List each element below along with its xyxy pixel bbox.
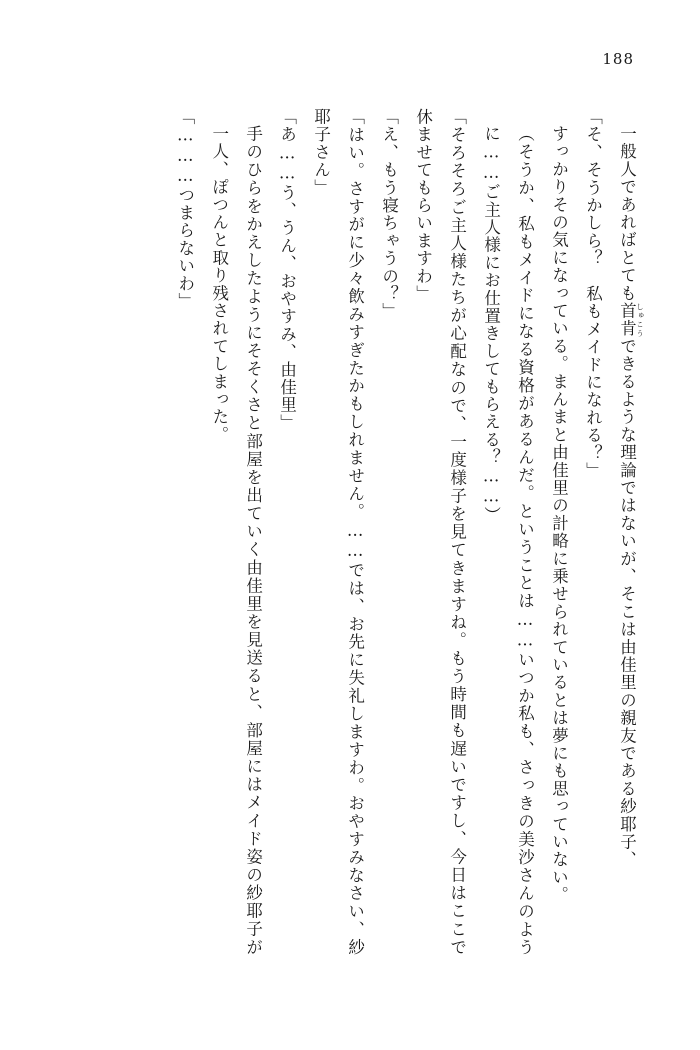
paragraph: すっかりその気になっている。まんまと由佳里の計略に乗せられているとは夢にも思っていない。 (549, 125, 569, 904)
paragraph: 一般人であればとても首肯 しゅこうできるような理論ではないが、そこは由佳里の親友である紗耶子、 (617, 125, 645, 869)
body-text (60, 108, 644, 956)
paragraph: 「え、もう寝ちゃうの？」 (379, 108, 399, 321)
paragraph: （そうか、私もメイドになる資格があるんだ。ということは……いつか私も、さっきの美沙さんのように……ご主人様にお仕置きしてもらえる？……） (481, 125, 535, 956)
paragraph: 「はい。さすがに少々飲みすぎたかもしれません。……では、お先に失礼しますわ。おやすみなさい、紗耶子さん」 (311, 108, 365, 956)
paragraph: 「そろそろご主人様たちが心配なので、一度様子を見てきますね。もう時間も遅いですし、今日はここで休ませてもらいますわ」 (413, 108, 467, 956)
ruby-shukou: 首肯 しゅこう (617, 302, 645, 338)
paragraph: 「そ、そうかしら？ 私もメイドになれる？」 (583, 108, 603, 480)
paragraph: 「………つまらないわ」 (175, 108, 195, 311)
paragraph: 手のひらをかえしたようにそそくさと部屋を出ていく由佳里を見送ると、部屋にはメイド姿の紗耶子が一人、ぽつんと取り残されてしまった。 (209, 125, 263, 956)
paragraph: 「あ……う、うん、おやすみ、由佳里」 (277, 108, 297, 432)
page-number: 188 (602, 50, 634, 68)
